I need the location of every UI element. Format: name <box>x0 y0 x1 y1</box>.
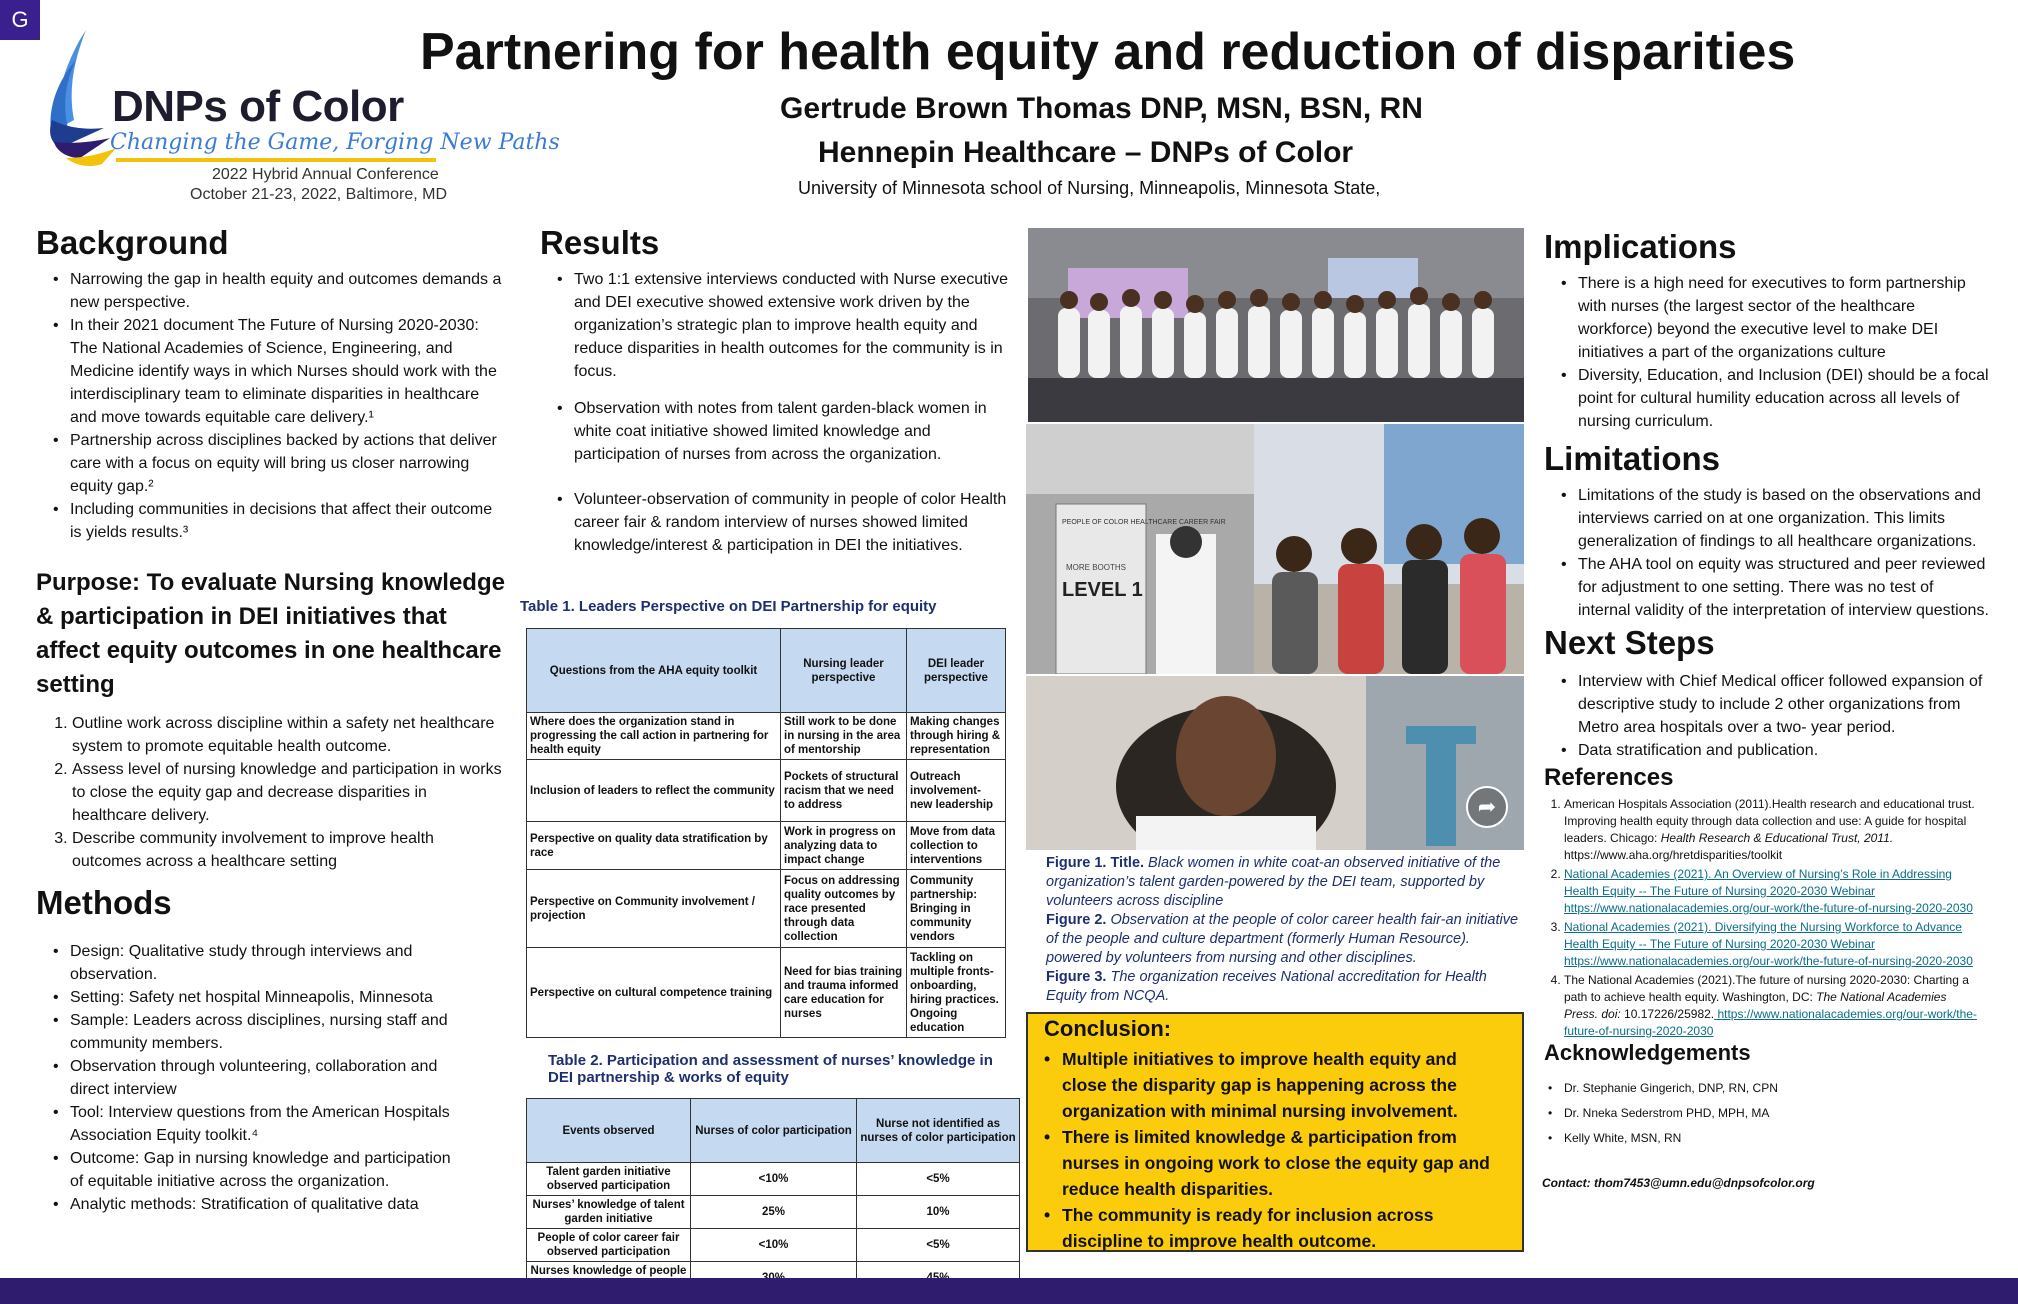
reference-text: American Hospitals Association (2011).Health research and educational trust. Improving health equity through data collection and use: A guide for hospital leaders. Chicago: <box>1564 797 1975 845</box>
reference-item <box>1564 972 1980 1040</box>
table-cell: <10% <box>691 1163 857 1196</box>
next-steps-list <box>1560 670 1990 762</box>
list-item: • Interview with Chief Medical officer followed expansion of descriptive study to include 2 other organizations from Metro area hospitals over a two- year period. <box>1578 670 1990 739</box>
list-item: • Narrowing the gap in health equity and outcomes demands a new perspective. <box>70 268 502 314</box>
list-item: • Setting: Safety net hospital Minneapolis, Minnesota <box>70 986 462 1009</box>
contact-info[interactable]: Contact: thom7453@umn.edu@dnpsofcolor.org <box>1542 1176 1815 1190</box>
table-cell: Work in progress on analyzing data to impact change <box>781 822 907 870</box>
photo-career-fair-sign <box>1026 424 1254 674</box>
list-item: • There is a high need for executives to form partnership with nurses (the largest sector of the healthcare workforce) beyond the executive level to make DEI initiatives a part of the organizations culture <box>1578 272 1990 364</box>
table-header-row <box>527 1099 1020 1163</box>
table-cell: 25% <box>691 1196 857 1229</box>
reference-text: 10.17226/25982. <box>1620 1007 1715 1021</box>
list-item: • Including communities in decisions that affect their outcome is yields results.³ <box>70 498 502 544</box>
table-cell: Tackling on multiple fronts- onboarding, hiring practices. Ongoing education <box>907 948 1006 1038</box>
table-cell: Still work to be done in nursing in the area of mentorship <box>781 713 907 760</box>
g-badge[interactable]: G <box>0 0 40 40</box>
table-header: Events observed <box>527 1099 691 1163</box>
figure-captions <box>1046 854 1524 1006</box>
table-header: Nursing leader perspective <box>781 629 907 713</box>
list-item: • Limitations of the study is based on the observations and interviews carried on at one organization. This limits generalization of findings to all healthcare organizations. <box>1578 484 1990 553</box>
table-cell: Nurses knowledge of people <box>527 1262 691 1295</box>
background-list <box>52 268 502 544</box>
table-header: DEI leader perspective <box>907 629 1006 713</box>
fig2-text: Observation at the people of color career health fair-an initiative of the people and culture department (formerly Human Resource). powered by volunteers from nursing and other disciplines. <box>1046 912 1519 966</box>
sign-more-text: MORE BOOTHS <box>1066 563 1127 572</box>
table-cell: Perspective on quality data stratification by race <box>527 822 781 870</box>
list-item: • Two 1:1 extensive interviews conducted with Nurse executive and DEI executive showed extensive work driven by the organization’s strategic plan to improve health equity and reduce disparities in health outcomes for the community is in focus. <box>574 268 1016 383</box>
limitations-heading: Limitations <box>1544 440 1721 477</box>
conference-logo <box>46 20 560 203</box>
poster-organization: Hennepin Healthcare – DNPs of Color <box>818 136 1354 169</box>
background-heading: Background <box>36 224 229 261</box>
list-item: • The AHA tool on equity was structured and peer reviewed for adjustment to one setting. There was no test of internal validity of the interpretation of interview questions. <box>1578 553 1990 622</box>
purpose-heading: Purpose: To evaluate Nursing knowledge & participation in DEI initiatives that affect equity outcomes in one healthcare setting <box>36 569 505 698</box>
table-cell: 10% <box>857 1196 1020 1229</box>
level-sign-text: LEVEL 1 <box>1062 579 1143 601</box>
limitations-list <box>1560 484 1990 622</box>
list-item: 1. Outline work across discipline within a safety net healthcare system to promote equitable health outcome. <box>72 712 502 758</box>
list-item: • Tool: Interview questions from the American Hospitals Association Equity toolkit.⁴ <box>70 1101 462 1147</box>
fig3-text: The organization receives National accreditation for Health Equity from NCQA. <box>1046 969 1487 1004</box>
table-cell: Move from data collection to interventions <box>907 822 1006 870</box>
table-cell: Need for bias training and trauma informed care education for nurses <box>781 948 907 1038</box>
list-item: • The community is ready for inclusion across discipline to improve health outcome. <box>1044 1202 1506 1254</box>
conclusion-heading: Conclusion: <box>1044 1016 1172 1041</box>
table-cell: <5% <box>857 1229 1020 1262</box>
reference-link[interactable]: National Academies (2021). Diversifying the Nursing Workforce to Advance Health Equity -- The Future of Nursing 2020-2030 Webinar https://www.nationalacademies.org/our-work/the-future-of-nursing-2020-2030 <box>1564 920 1973 968</box>
list-item: • Dr. Nneka Sederstrom PHD, MPH, MA <box>1544 1101 1778 1126</box>
list-item: • Observation through volunteering, collaboration and direct interview <box>70 1055 462 1101</box>
table-cell: Inclusion of leaders to reflect the community <box>527 760 781 822</box>
reference-text: https://www.aha.org/hretdisparities/toolkit <box>1564 848 1783 862</box>
references-list <box>1544 796 1980 1042</box>
table-row <box>527 870 1006 948</box>
table1 <box>526 628 1006 1038</box>
table-header: Nurses of color participation <box>691 1099 857 1163</box>
table-cell: Community partnership: Bringing in community vendors <box>907 870 1006 948</box>
table-row <box>527 760 1006 822</box>
table-cell: People of color career fair observed participation <box>527 1229 691 1262</box>
acknowledgements-heading: Acknowledgements <box>1544 1040 1751 1065</box>
logo-conference: 2022 Hybrid Annual Conference <box>212 166 439 183</box>
logo-tagline: Changing the Game, Forging New Paths <box>110 130 560 155</box>
fig1-text: Black women in white coat-an observed initiative of the organization’s talent garden-powered by the DEI team, supported by volunteers across discipline <box>1046 855 1501 909</box>
table-cell: Making changes through hiring & representation <box>907 713 1006 760</box>
table-row <box>527 713 1006 760</box>
references-heading: References <box>1544 764 1674 791</box>
list-item: • Dr. Stephanie Gingerich, DNP, RN, CPN <box>1544 1076 1778 1101</box>
reference-item <box>1564 866 1980 917</box>
list-item: • Analytic methods: Stratification of qualitative data <box>70 1193 462 1216</box>
list-item: • In their 2021 document The Future of Nursing 2020-2030: The National Academies of Science, Engineering, and Medicine identify ways in which Nurses should work with the interdisciplinary team to eliminate disparities in healthcare and move towards equitable care delivery.¹ <box>70 314 502 429</box>
list-item: • Diversity, Education, and Inclusion (DEI) should be a focal point for cultural humility education across all levels of nursing curriculum. <box>1578 364 1990 433</box>
list-item: • Multiple initiatives to improve health equity and close the disparity gap is happening across the organization with minimal nursing involvement. <box>1044 1046 1506 1124</box>
table-cell: <10% <box>691 1229 857 1262</box>
table1-caption: Table 1. Leaders Perspective on DEI Partnership for equity <box>520 598 937 615</box>
bottom-bar <box>0 1278 2018 1304</box>
reference-item <box>1564 919 1980 970</box>
reference-link[interactable]: National Academies (2021). An Overview of Nursing’s Role in Addressing Health Equity -- The Future of Nursing 2020-2030 Webinar https://www.nationalacademies.org/our-work/the-future-of-nursing-2020-2030 <box>1564 867 1973 915</box>
list-item: • Kelly White, MSN, RN <box>1544 1126 1778 1151</box>
list-item: • Data stratification and publication. <box>1578 739 1990 762</box>
table-header-row <box>527 629 1006 713</box>
table-cell: Pockets of structural racism that we need to address <box>781 760 907 822</box>
methods-list <box>52 940 462 1216</box>
reference-text: Health Research & Educational Trust, 2011. <box>1660 831 1894 845</box>
list-item: 3. Describe community involvement to improve health outcomes across a healthcare setting <box>72 827 502 873</box>
table-cell: Nurses’ knowledge of talent garden initiative <box>527 1196 691 1229</box>
reference-link[interactable]: https://www.nationalacademies.org/our-work/the-future-of-nursing-2020-2030 <box>1564 1007 1977 1038</box>
table-cell: Talent garden initiative observed participation <box>527 1163 691 1196</box>
poster-author: Gertrude Brown Thomas DNP, MSN, BSN, RN <box>780 92 1423 125</box>
logo-underline <box>116 158 436 162</box>
list-item: 2. Assess level of nursing knowledge and participation in works to close the equity gap and decrease disparities in healthcare delivery. <box>72 758 502 827</box>
table-row <box>527 1196 1020 1229</box>
list-item: • Outcome: Gap in nursing knowledge and participation of equitable initiative across the organization. <box>70 1147 462 1193</box>
photo-portrait <box>1026 676 1524 850</box>
table-row <box>527 1229 1020 1262</box>
poster-title: Partnering for health equity and reduction of disparities <box>420 23 1796 81</box>
methods-heading: Methods <box>36 884 172 921</box>
table-cell: Where does the organization stand in progressing the call action in partnering for health equity <box>527 713 781 760</box>
table2 <box>526 1098 1020 1295</box>
implications-heading: Implications <box>1544 228 1737 265</box>
table-cell: Outreach involvement- new leadership <box>907 760 1006 822</box>
list-item: • Sample: Leaders across disciplines, nursing staff and community members. <box>70 1009 462 1055</box>
photo-white-coat-group <box>1028 228 1524 422</box>
table-cell: Perspective on cultural competence training <box>527 948 781 1038</box>
acknowledgements-list <box>1544 1076 1778 1151</box>
fig2-label: Figure 2. <box>1046 912 1107 928</box>
table-cell: <5% <box>857 1163 1020 1196</box>
reference-item <box>1564 796 1980 864</box>
table2-caption: Table 2. Participation and assessment of nurses’ knowledge in DEI partnership & works of equity <box>548 1052 993 1086</box>
table-row <box>527 822 1006 870</box>
list-item: • Observation with notes from talent garden-black women in white coat initiative showed limited knowledge and participation of nurses from across the organization. <box>574 397 1016 466</box>
implications-list <box>1560 272 1990 433</box>
logo-date: October 21-23, 2022, Baltimore, MD <box>190 186 448 203</box>
purpose-list <box>36 712 502 873</box>
poster-university: University of Minnesota school of Nursing, Minneapolis, Minnesota State, <box>798 178 1381 198</box>
table-cell: Focus on addressing quality outcomes by race presented through data collection <box>781 870 907 948</box>
fig3-label: Figure 3. <box>1046 969 1107 985</box>
table-row <box>527 948 1006 1038</box>
list-item: • Volunteer-observation of community in people of color Health career fair & random interview of nurses showed limited knowledge/interest & participation in DEI the initiatives. <box>574 488 1016 557</box>
conclusion-list <box>1044 1046 1506 1254</box>
conclusion-box <box>1026 1012 1524 1252</box>
next-steps-heading: Next Steps <box>1544 624 1715 661</box>
share-icon[interactable]: ➦ <box>1466 786 1508 828</box>
table-header: Questions from the AHA equity toolkit <box>527 629 781 713</box>
logo-title: DNPs of Color <box>112 82 404 131</box>
list-item: • Partnership across disciplines backed by actions that deliver care with a focus on equity will bring us closer narrowing equity gap.² <box>70 429 502 498</box>
results-heading: Results <box>540 224 660 261</box>
photo-volunteers <box>1254 424 1524 674</box>
table-header: Nurse not identified as nurses of color participation <box>857 1099 1020 1163</box>
reference-text: The National Academies (2021).The future of nursing 2020-2030: Charting a path to achieve health equity. Washington, DC: <box>1564 973 1969 1004</box>
sign-small-text: PEOPLE OF COLOR HEALTHCARE CAREER FAIR <box>1062 519 1226 526</box>
results-list <box>556 268 1016 557</box>
table-row <box>527 1163 1020 1196</box>
reference-text: The National Academies Press. doi: <box>1564 990 1947 1021</box>
fig1-label: Figure 1. Title. <box>1046 855 1145 871</box>
list-item: • There is limited knowledge & participation from nurses in ongoing work to close the equity gap and reduce health disparities. <box>1044 1124 1506 1202</box>
list-item: • Design: Qualitative study through interviews and observation. <box>70 940 462 986</box>
table-cell: Perspective on Community involvement / projection <box>527 870 781 948</box>
